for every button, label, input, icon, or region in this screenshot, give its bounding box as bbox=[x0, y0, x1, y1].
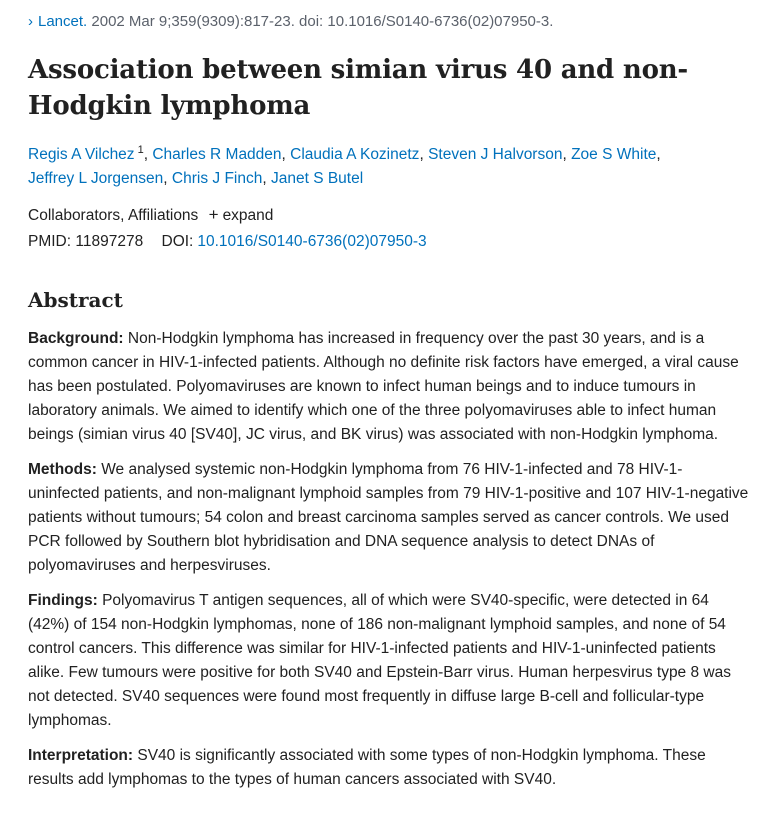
section-label: Interpretation: bbox=[28, 747, 134, 764]
pmid-value: 11897278 bbox=[75, 233, 144, 250]
author-link[interactable]: Steven J Halvorson bbox=[428, 146, 563, 163]
identifiers-row bbox=[28, 231, 427, 253]
abstract-body bbox=[28, 327, 750, 803]
doi-link[interactable]: 10.1016/S0140-6736(02)07950-3 bbox=[197, 233, 427, 250]
affiliation-marker[interactable]: 1 bbox=[137, 144, 144, 156]
author-link[interactable]: Zoe S White bbox=[571, 146, 657, 163]
doi-label: DOI: bbox=[161, 233, 194, 250]
article-title: Association between simian virus 40 and non-Hodgkin lymphoma bbox=[28, 55, 689, 121]
citation-details: 2002 Mar 9;359(9309):817-23. doi: 10.1016/S0140-6736(02)07950-3. bbox=[91, 13, 554, 30]
plus-icon: + bbox=[208, 205, 219, 224]
abstract-section-interpretation bbox=[28, 744, 750, 792]
section-text: Polyomavirus T antigen sequences, all of which were SV40-specific, were detected in 64 (42%) of 154 non-Hodgkin lymphomas, none of 186 non-malignant lymphoid samples, and none of 54 control cancers. This difference was similar for HIV-1-infected patients and HIV-1-uninfected patients alike. Few tumours were positive for both SV40 and Epstein-Barr virus. Human herpesvirus type 8 was not detected. SV40 sequences were found most frequently in diffuse large B-cell and follicular-type lymphomas. bbox=[28, 592, 731, 729]
chevron-right-icon: › bbox=[28, 13, 33, 30]
author-list: Regis A Vilchez $^1$, Charles R Madden, Claudia A Kozinetz, Steven J Halvorson, Zoe S White, Jeffrey L Jorgensen, Chris J Finch, Janet S Butel bbox=[28, 144, 661, 187]
author-link[interactable]: Jeffrey L Jorgensen bbox=[28, 170, 164, 187]
section-text: SV40 is significantly associated with some types of non-Hodgkin lymphoma. These results add lymphomas to the types of human cancers associated with SV40. bbox=[28, 747, 706, 788]
pmid-label: PMID: bbox=[28, 233, 72, 250]
expand-button[interactable] bbox=[209, 207, 274, 224]
section-text: We analysed systemic non-Hodgkin lymphoma from 76 HIV-1-infected and 78 HIV-1-uninfected patients, and non-malignant lymphoid samples from 79 HIV-1-positive and 107 HIV-1-negative patients without tumours; 54 colon and breast carcinoma samples served as cancer controls. We used PCR followed by Southern blot hybridisation and DNA sequence analysis to detect DNAs of polyomaviruses and herpesviruses. bbox=[28, 461, 749, 574]
abstract-heading: Abstract bbox=[28, 288, 123, 312]
author-link[interactable]: Regis A Vilchez bbox=[28, 146, 135, 163]
section-label: Findings: bbox=[28, 592, 98, 609]
journal-link[interactable]: Lancet. bbox=[38, 13, 88, 30]
author-link[interactable]: Chris J Finch bbox=[171, 170, 263, 187]
collaborators-label: Collaborators, Affiliations bbox=[28, 207, 199, 224]
expand-label: expand bbox=[222, 207, 274, 224]
section-text: Non-Hodgkin lymphoma has increased in frequency over the past 30 years, and is a common cancer in HIV-1-infected patients. Although no definite risk factors have emerged, a viral cause has been postulated. Polyomaviruses are known to infect human beings and to induce tumours in laboratory animals. We aimed to identify which one of the three polyomaviruses able to infect human beings (simian virus 40 [SV40], JC virus, and BK virus) was associated with non-Hodgkin lymphoma. bbox=[28, 330, 739, 443]
abstract-section-background bbox=[28, 327, 750, 447]
author-link[interactable]: Janet S Butel bbox=[270, 170, 364, 187]
abstract-section-findings bbox=[28, 589, 750, 733]
author-link[interactable]: Charles R Madden bbox=[152, 146, 282, 163]
section-label: Background: bbox=[28, 330, 124, 347]
citation-line bbox=[28, 12, 553, 32]
author-link[interactable]: Claudia A Kozinetz bbox=[290, 146, 420, 163]
section-label: Methods: bbox=[28, 461, 97, 478]
collaborators-row bbox=[28, 204, 273, 227]
abstract-section-methods bbox=[28, 458, 750, 578]
